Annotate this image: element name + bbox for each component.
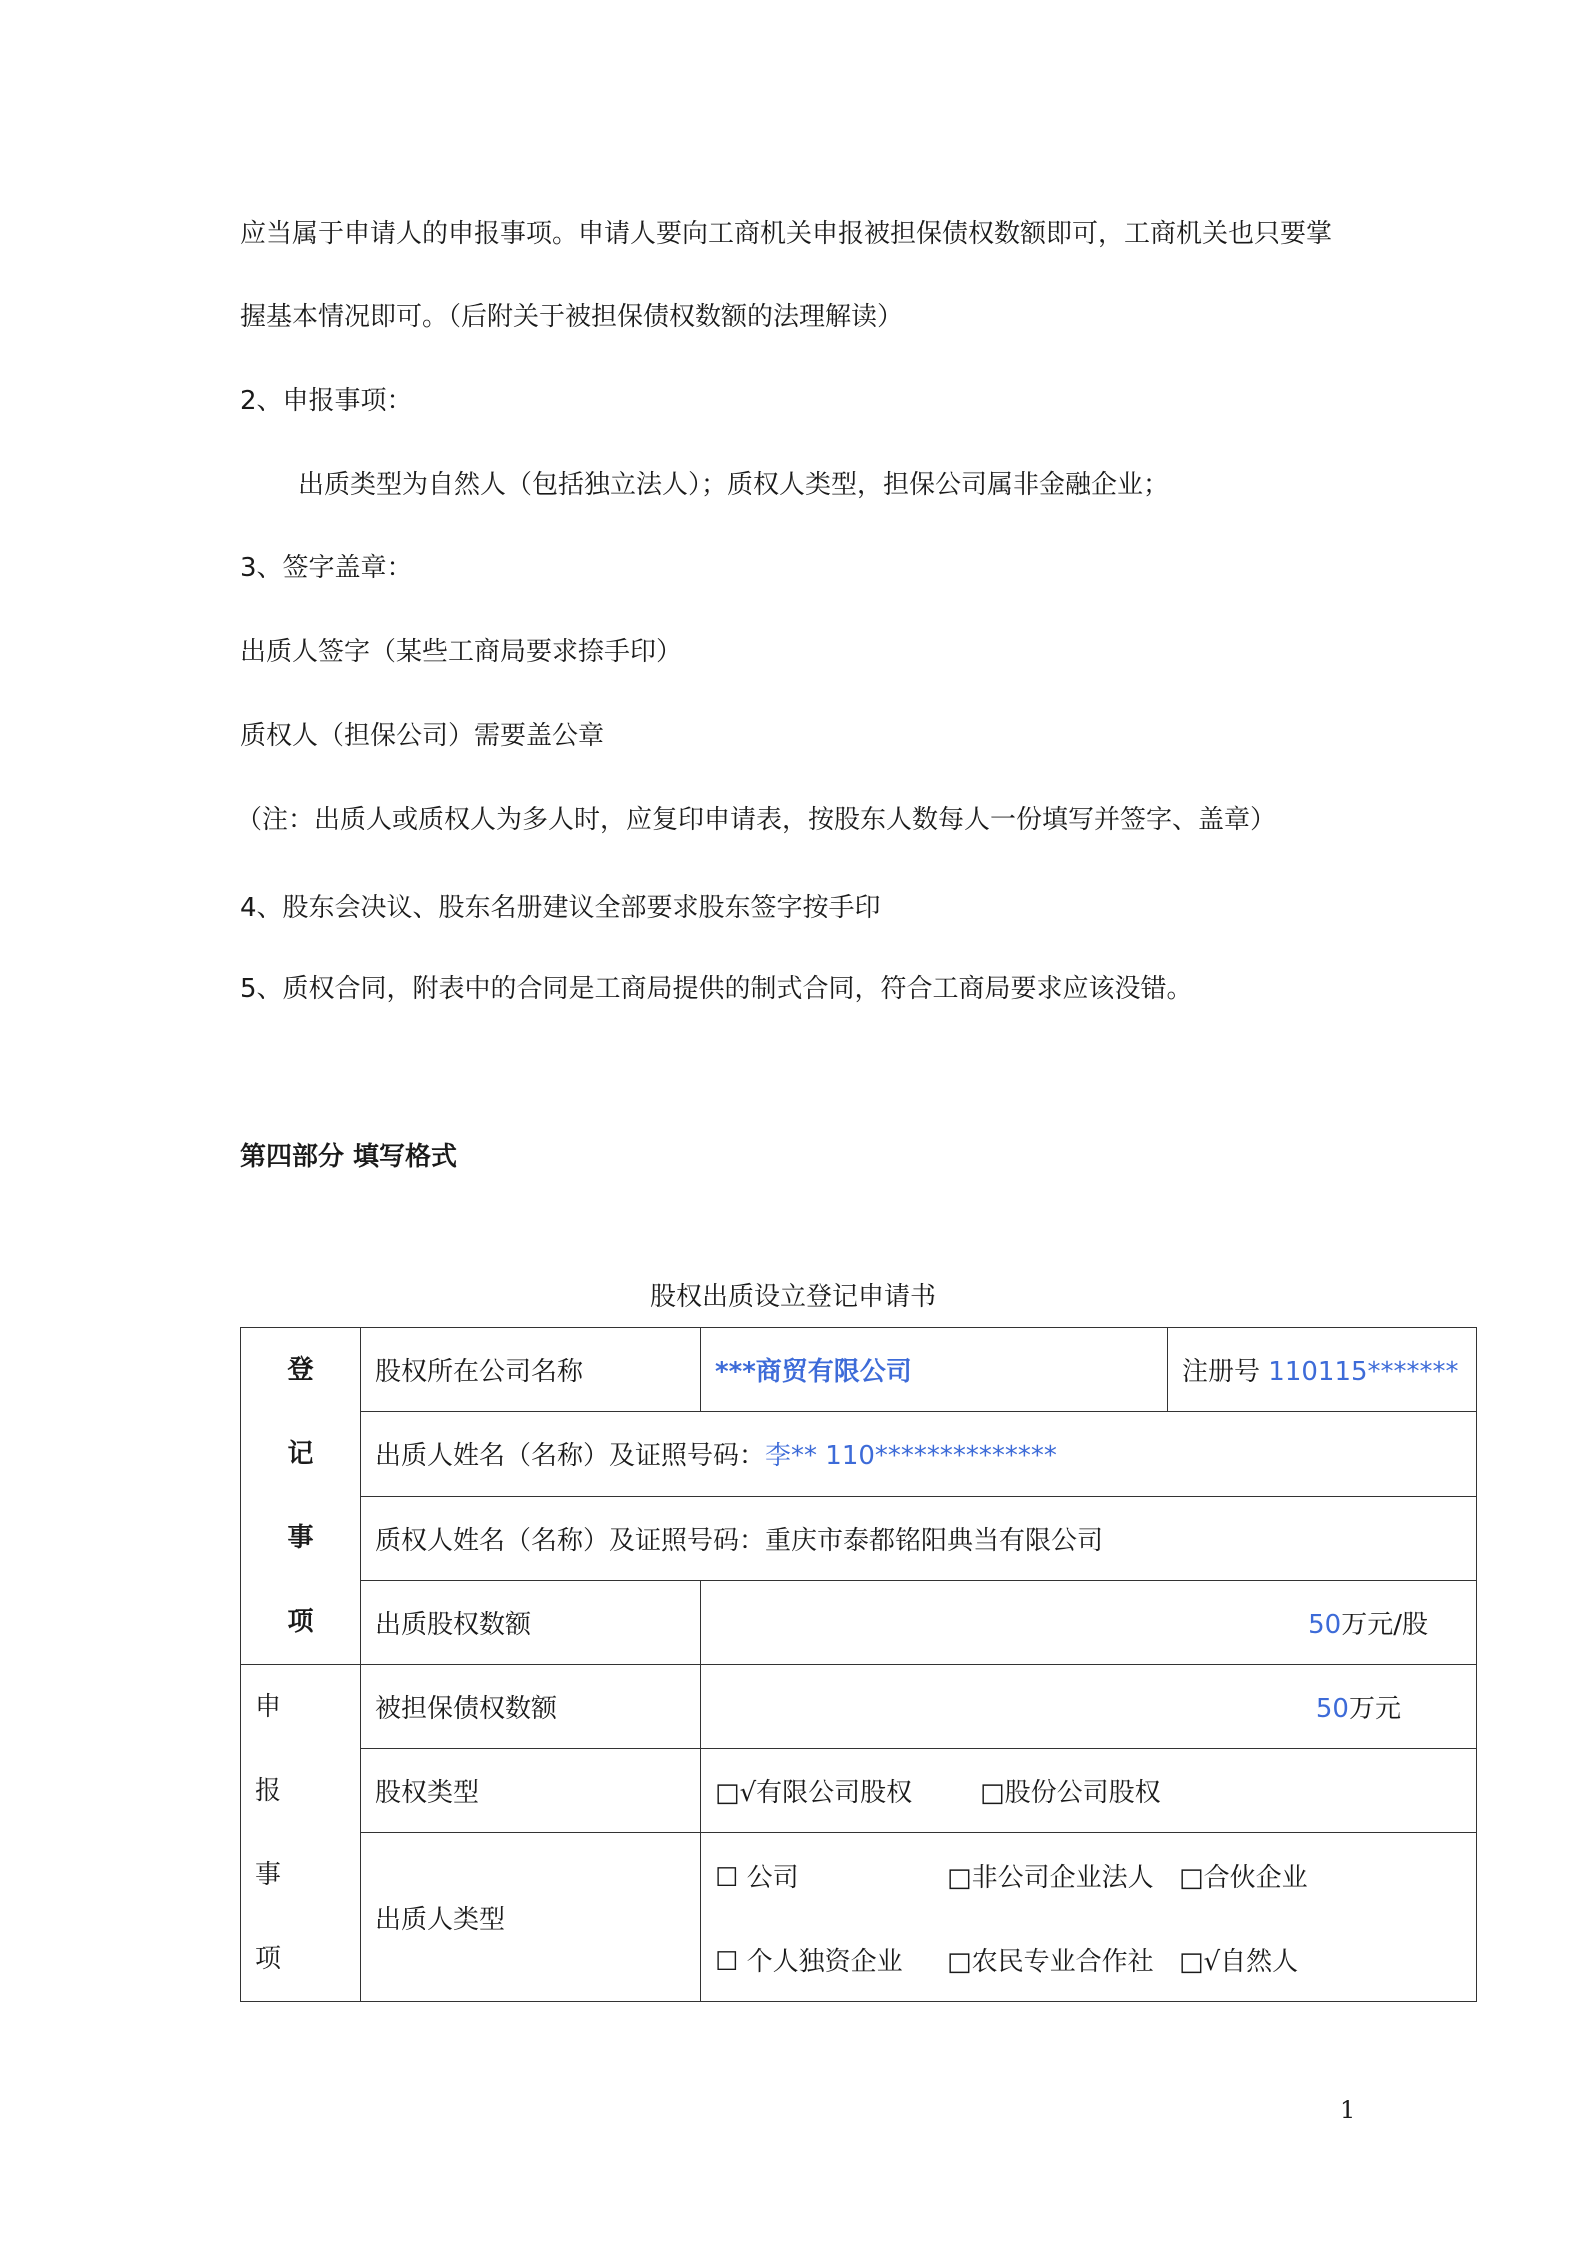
vertical-char: 项 <box>255 1944 282 1974</box>
registration-number-cell <box>1168 1328 1477 1412</box>
form-title: 股权出质设立登记申请书 <box>649 1282 936 1312</box>
vertical-char: 项 <box>287 1607 314 1637</box>
application-form-table <box>240 1327 1477 2002</box>
body-paragraph: 出质类型为自然人（包括独立法人）；质权人类型，担保公司属非金融企业； <box>298 470 1170 500</box>
registration-items-label <box>241 1328 361 1665</box>
note-paragraph: （注：出质人或质权人为多人时，应复印申请表，按股东人数每人一份填写并签字、盖章） <box>236 805 1277 835</box>
section-heading: 第四部分 填写格式 <box>240 1142 458 1172</box>
company-name-label: 股权所在公司名称 <box>361 1328 701 1412</box>
table-row <box>241 1749 1477 1833</box>
equity-type-options <box>701 1749 1477 1833</box>
body-paragraph: 应当属于申请人的申报事项。申请人要向工商机关申报被担保债权数额即可，工商机关也只要掌 <box>240 219 1333 249</box>
list-item-4: 4、股东会决议、股东名册建议全部要求股东签字按手印 <box>240 893 881 923</box>
pledgee-cell <box>361 1496 1477 1580</box>
secured-debt-unit: 万元 <box>1348 1694 1401 1724</box>
secured-debt-value: 50 <box>1315 1694 1349 1724</box>
vertical-char: 报 <box>255 1776 282 1806</box>
body-paragraph: 质权人（担保公司）需要盖公章 <box>240 721 605 751</box>
pledgor-type-label: 出质人类型 <box>361 1833 701 2002</box>
list-item-3: 3、签字盖章： <box>240 553 413 583</box>
page-number: 1 <box>1340 2096 1356 2124</box>
pledged-amount-label: 出质股权数额 <box>361 1580 701 1664</box>
pledgee-value: 重庆市泰都铭阳典当有限公司 <box>765 1525 1104 1556</box>
pledgor-type-option[interactable]: ☐ 公司 <box>715 1863 799 1893</box>
list-item-2: 2、申报事项： <box>240 386 413 416</box>
table-row <box>241 1328 1477 1412</box>
vertical-char: 事 <box>287 1523 314 1553</box>
vertical-char: 登 <box>287 1355 314 1385</box>
secured-debt-label: 被担保债权数额 <box>361 1665 701 1749</box>
pledgor-label: 出质人姓名（名称）及证照号码： <box>375 1441 766 1472</box>
pledgor-type-option[interactable]: □非公司企业法人 <box>947 1863 1154 1893</box>
registration-number-label: 注册号 <box>1182 1357 1261 1388</box>
pledgor-type-option[interactable]: □农民专业合作社 <box>947 1947 1154 1977</box>
pledged-amount-cell <box>701 1580 1477 1664</box>
pledgor-type-option[interactable]: □合伙企业 <box>1179 1863 1308 1893</box>
pledgor-type-row1 <box>701 1833 1477 1919</box>
table-row <box>241 1412 1477 1496</box>
company-name-value: ***商贸有限公司 <box>701 1328 1168 1412</box>
pledged-amount-unit: 万元/股 <box>1341 1609 1428 1640</box>
vertical-char: 事 <box>255 1860 282 1890</box>
body-paragraph: 握基本情况即可。（后附关于被担保债权数额的法理解读） <box>240 302 904 332</box>
vertical-char: 申 <box>255 1692 282 1722</box>
declaration-items-label <box>241 1665 361 2002</box>
table-row <box>241 1580 1477 1664</box>
pledgor-value: 李** 110************** <box>765 1441 1057 1472</box>
list-item-5: 5、质权合同，附表中的合同是工商局提供的制式合同，符合工商局要求应该没错。 <box>240 974 1193 1004</box>
pledgor-type-row2 <box>701 1918 1477 2002</box>
pledgor-type-option-natural-person[interactable]: □√自然人 <box>1179 1947 1299 1977</box>
body-paragraph: 出质人签字（某些工商局要求捺手印） <box>240 637 683 667</box>
equity-type-option-joint-stock[interactable]: □股份公司股权 <box>980 1778 1161 1808</box>
secured-debt-cell <box>701 1665 1477 1749</box>
equity-type-option-limited[interactable]: □√有限公司股权 <box>715 1778 913 1808</box>
table-row <box>241 1833 1477 1919</box>
equity-type-label: 股权类型 <box>361 1749 701 1833</box>
vertical-char: 记 <box>287 1439 314 1469</box>
pledgor-cell <box>361 1412 1477 1496</box>
table-row <box>241 1496 1477 1580</box>
table-row <box>241 1665 1477 1749</box>
pledgee-label: 质权人姓名（名称）及证照号码： <box>375 1525 766 1556</box>
pledged-amount-value: 50 <box>1308 1609 1342 1640</box>
pledgor-type-option[interactable]: ☐ 个人独资企业 <box>715 1947 903 1977</box>
registration-number-value: 110115******* <box>1268 1357 1459 1388</box>
